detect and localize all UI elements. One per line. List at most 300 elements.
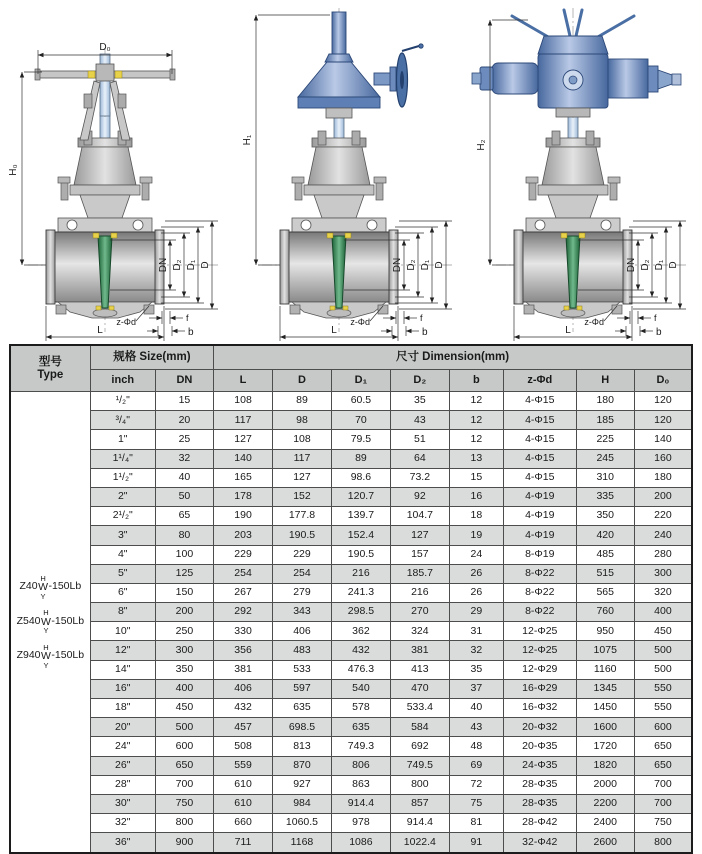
cell-d0: 160 — [634, 449, 692, 468]
cell-d1: 578 — [331, 699, 390, 718]
cell-d0: 300 — [634, 564, 692, 583]
cell-d1: 978 — [331, 814, 390, 833]
cell-l: 330 — [214, 622, 273, 641]
cell-d: 870 — [273, 756, 332, 775]
cell-d1: 241.3 — [331, 583, 390, 602]
cell-d: 597 — [273, 679, 332, 698]
cell-d: 698.5 — [273, 718, 332, 737]
cell-b: 91 — [449, 833, 503, 853]
table-row — [10, 775, 692, 794]
cell-d0: 800 — [634, 833, 692, 853]
cell-d1: 540 — [331, 679, 390, 698]
cell-h: 515 — [576, 564, 634, 583]
table-row — [10, 737, 692, 756]
valve-model: Z940 H W Y -150Lb — [16, 642, 85, 670]
cell-d1: 98.6 — [331, 468, 390, 487]
cell-dn: 100 — [155, 545, 213, 564]
cell-d2: 157 — [390, 545, 449, 564]
cell-h: 760 — [576, 603, 634, 622]
cell-d2: 692 — [390, 737, 449, 756]
cell-d: 1168 — [273, 833, 332, 853]
cell-d2: 324 — [390, 622, 449, 641]
cell-b: 15 — [449, 468, 503, 487]
cell-d0: 550 — [634, 679, 692, 698]
cell-z-phi-d: 4-Φ19 — [503, 487, 576, 506]
table-row — [10, 641, 692, 660]
table-row — [10, 794, 692, 813]
cell-inch: 2" — [90, 487, 155, 506]
cell-d1: 863 — [331, 775, 390, 794]
cell-dn: 600 — [155, 737, 213, 756]
cell-l: 267 — [214, 583, 273, 602]
cell-dn: 25 — [155, 430, 213, 449]
cell-inch: 3" — [90, 526, 155, 545]
dimension-table-wrap — [9, 344, 693, 854]
cell-d: 483 — [273, 641, 332, 660]
cell-dn: 400 — [155, 679, 213, 698]
cell-h: 245 — [576, 449, 634, 468]
cell-d1: 152.4 — [331, 526, 390, 545]
header-size-group: 规格 Size(mm) — [90, 345, 213, 370]
cell-l: 178 — [214, 487, 273, 506]
cell-h: 335 — [576, 487, 634, 506]
cell-d2: 127 — [390, 526, 449, 545]
cell-d1: 806 — [331, 756, 390, 775]
header-type-en: Type — [37, 368, 64, 381]
cell-h: 180 — [576, 392, 634, 411]
cell-dn: 125 — [155, 564, 213, 583]
table-row — [10, 487, 692, 506]
cell-d1: 60.5 — [331, 392, 390, 411]
cell-z-phi-d: 16-Φ32 — [503, 699, 576, 718]
cell-b: 31 — [449, 622, 503, 641]
cell-dn: 800 — [155, 814, 213, 833]
dim-label-d0: D₀ — [99, 42, 111, 53]
cell-z-phi-d: 8-Φ22 — [503, 564, 576, 583]
drawing-electric-gate-valve — [468, 0, 702, 344]
cell-b: 26 — [449, 583, 503, 602]
table-row — [10, 545, 692, 564]
header-col-inch: inch — [90, 370, 155, 392]
cell-d0: 750 — [634, 814, 692, 833]
cell-d: 406 — [273, 622, 332, 641]
cell-b: 26 — [449, 564, 503, 583]
cell-d: 279 — [273, 583, 332, 602]
cell-d1: 1086 — [331, 833, 390, 853]
cell-l: 432 — [214, 699, 273, 718]
cell-inch: ¹/₂" — [90, 392, 155, 411]
drawing-handwheel-gate-valve — [0, 0, 234, 344]
cell-inch: 2¹/₂" — [90, 507, 155, 526]
cell-b: 75 — [449, 794, 503, 813]
cell-l: 508 — [214, 737, 273, 756]
table-row — [10, 603, 692, 622]
cell-d: 533 — [273, 660, 332, 679]
cell-b: 16 — [449, 487, 503, 506]
cell-z-phi-d: 28-Φ35 — [503, 794, 576, 813]
cell-inch: 24" — [90, 737, 155, 756]
table-row — [10, 430, 692, 449]
cell-b: 24 — [449, 545, 503, 564]
cell-h: 950 — [576, 622, 634, 641]
cell-z-phi-d: 12-Φ25 — [503, 641, 576, 660]
cell-d: 190.5 — [273, 526, 332, 545]
cell-d: 89 — [273, 392, 332, 411]
cell-inch: 8" — [90, 603, 155, 622]
dimension-table — [9, 344, 693, 854]
cell-d0: 240 — [634, 526, 692, 545]
cell-d0: 550 — [634, 699, 692, 718]
cell-dn: 450 — [155, 699, 213, 718]
cell-inch: 36" — [90, 833, 155, 853]
table-row — [10, 526, 692, 545]
table-row — [10, 507, 692, 526]
header-col-dn: DN — [155, 370, 213, 392]
cell-b: 37 — [449, 679, 503, 698]
header-col-b: b — [449, 370, 503, 392]
cell-l: 229 — [214, 545, 273, 564]
cell-d: 127 — [273, 468, 332, 487]
actuator-motor — [492, 63, 538, 94]
cell-d2: 381 — [390, 641, 449, 660]
cell-dn: 650 — [155, 756, 213, 775]
cell-dn: 700 — [155, 775, 213, 794]
cell-d2: 216 — [390, 583, 449, 602]
cell-h: 2600 — [576, 833, 634, 853]
cell-d2: 584 — [390, 718, 449, 737]
cell-l: 127 — [214, 430, 273, 449]
cell-inch: 1¹/₂" — [90, 468, 155, 487]
cell-d0: 700 — [634, 794, 692, 813]
cell-z-phi-d: 4-Φ15 — [503, 392, 576, 411]
cell-l: 117 — [214, 411, 273, 430]
cell-h: 1160 — [576, 660, 634, 679]
cell-d0: 400 — [634, 603, 692, 622]
cell-h: 1450 — [576, 699, 634, 718]
table-row — [10, 699, 692, 718]
cell-d1: 635 — [331, 718, 390, 737]
cell-dn: 250 — [155, 622, 213, 641]
cell-l: 292 — [214, 603, 273, 622]
cell-b: 18 — [449, 507, 503, 526]
cell-l: 381 — [214, 660, 273, 679]
cell-d: 1060.5 — [273, 814, 332, 833]
cell-d2: 92 — [390, 487, 449, 506]
cell-l: 711 — [214, 833, 273, 853]
cell-dn: 15 — [155, 392, 213, 411]
cell-inch: 16" — [90, 679, 155, 698]
cell-h: 565 — [576, 583, 634, 602]
cell-z-phi-d: 4-Φ15 — [503, 449, 576, 468]
header-col-l: L — [214, 370, 273, 392]
handwheel-gate-valve-illustration — [0, 0, 234, 344]
cell-b: 35 — [449, 660, 503, 679]
cell-d: 343 — [273, 603, 332, 622]
cell-d2: 104.7 — [390, 507, 449, 526]
cell-z-phi-d: 20-Φ32 — [503, 718, 576, 737]
cell-dn: 65 — [155, 507, 213, 526]
header-col-h: H — [576, 370, 634, 392]
cell-dn: 50 — [155, 487, 213, 506]
cell-b: 13 — [449, 449, 503, 468]
cell-d1: 914.4 — [331, 794, 390, 813]
cell-d1: 70 — [331, 411, 390, 430]
cell-b: 19 — [449, 526, 503, 545]
cell-d0: 500 — [634, 660, 692, 679]
cell-dn: 32 — [155, 449, 213, 468]
cell-dn: 300 — [155, 641, 213, 660]
cell-l: 165 — [214, 468, 273, 487]
table-row — [10, 814, 692, 833]
cell-z-phi-d: 8-Φ22 — [503, 583, 576, 602]
cell-d0: 650 — [634, 756, 692, 775]
cell-d1: 190.5 — [331, 545, 390, 564]
cell-b: 72 — [449, 775, 503, 794]
cell-d1: 432 — [331, 641, 390, 660]
table-row — [10, 718, 692, 737]
dim-label-h0: H₀ — [8, 164, 19, 176]
cell-d: 98 — [273, 411, 332, 430]
cell-d1: 120.7 — [331, 487, 390, 506]
cell-d: 108 — [273, 430, 332, 449]
electric-gate-valve-illustration — [468, 0, 702, 344]
cell-z-phi-d: 12-Φ29 — [503, 660, 576, 679]
cell-inch: 20" — [90, 718, 155, 737]
cell-l: 610 — [214, 794, 273, 813]
cell-z-phi-d: 4-Φ19 — [503, 526, 576, 545]
cell-d0: 140 — [634, 430, 692, 449]
cell-z-phi-d: 32-Φ42 — [503, 833, 576, 853]
cell-d: 229 — [273, 545, 332, 564]
table-row — [10, 622, 692, 641]
cell-d0: 500 — [634, 641, 692, 660]
cell-d: 117 — [273, 449, 332, 468]
cell-d0: 600 — [634, 718, 692, 737]
cell-d2: 533.4 — [390, 699, 449, 718]
cell-d: 813 — [273, 737, 332, 756]
cell-d2: 914.4 — [390, 814, 449, 833]
cell-h: 2000 — [576, 775, 634, 794]
header-dimension-group: 尺寸 Dimension(mm) — [214, 345, 692, 370]
cell-dn: 350 — [155, 660, 213, 679]
cell-l: 406 — [214, 679, 273, 698]
table-row — [10, 564, 692, 583]
cell-inch: 1" — [90, 430, 155, 449]
gear-housing — [298, 62, 380, 97]
table-row — [10, 679, 692, 698]
crank-knob — [419, 44, 423, 48]
cell-inch: 18" — [90, 699, 155, 718]
cell-b: 12 — [449, 430, 503, 449]
cell-l: 559 — [214, 756, 273, 775]
cell-d1: 139.7 — [331, 507, 390, 526]
cell-dn: 500 — [155, 718, 213, 737]
cell-d0: 650 — [634, 737, 692, 756]
cell-h: 1345 — [576, 679, 634, 698]
cell-d2: 35 — [390, 392, 449, 411]
cell-d: 927 — [273, 775, 332, 794]
header-col-d1: D₁ — [331, 370, 390, 392]
cell-b: 81 — [449, 814, 503, 833]
cell-b: 12 — [449, 392, 503, 411]
cell-z-phi-d: 4-Φ19 — [503, 507, 576, 526]
cell-d: 635 — [273, 699, 332, 718]
cell-h: 1075 — [576, 641, 634, 660]
cell-z-phi-d: 4-Φ15 — [503, 411, 576, 430]
cell-d2: 185.7 — [390, 564, 449, 583]
cell-d0: 200 — [634, 487, 692, 506]
cell-dn: 200 — [155, 603, 213, 622]
header-col-z-phi-d: z-Φd — [503, 370, 576, 392]
table-row — [10, 660, 692, 679]
cell-dn: 900 — [155, 833, 213, 853]
table-row — [10, 468, 692, 487]
valve-model: Z540 H W Y -150Lb — [16, 608, 85, 635]
table-row — [10, 392, 692, 411]
header-col-d: D — [273, 370, 332, 392]
dim-label-h2: H₂ — [476, 139, 487, 151]
cell-h: 350 — [576, 507, 634, 526]
cell-d0: 180 — [634, 468, 692, 487]
cell-h: 310 — [576, 468, 634, 487]
cell-l: 610 — [214, 775, 273, 794]
cell-d0: 120 — [634, 392, 692, 411]
cell-inch: 5" — [90, 564, 155, 583]
cell-d2: 270 — [390, 603, 449, 622]
table-row — [10, 411, 692, 430]
cell-d1: 89 — [331, 449, 390, 468]
cell-z-phi-d: 4-Φ15 — [503, 430, 576, 449]
gear-gate-valve-illustration — [234, 0, 468, 344]
cell-dn: 750 — [155, 794, 213, 813]
valve-model: Z40 H W Y -150Lb — [19, 573, 82, 601]
cell-dn: 20 — [155, 411, 213, 430]
cell-h: 485 — [576, 545, 634, 564]
cell-d2: 857 — [390, 794, 449, 813]
cell-d: 152 — [273, 487, 332, 506]
cell-b: 43 — [449, 718, 503, 737]
cell-d2: 470 — [390, 679, 449, 698]
cell-d1: 79.5 — [331, 430, 390, 449]
cell-l: 660 — [214, 814, 273, 833]
handwheel-hub — [96, 64, 114, 81]
cell-b: 48 — [449, 737, 503, 756]
cell-d2: 43 — [390, 411, 449, 430]
cell-inch: 26" — [90, 756, 155, 775]
cell-d2: 73.2 — [390, 468, 449, 487]
valve-drawings-row — [0, 0, 702, 344]
cell-z-phi-d: 8-Φ19 — [503, 545, 576, 564]
cell-z-phi-d: 24-Φ35 — [503, 756, 576, 775]
cell-h: 225 — [576, 430, 634, 449]
cell-l: 254 — [214, 564, 273, 583]
header-type-cn: 型号 — [38, 355, 62, 368]
cell-d0: 280 — [634, 545, 692, 564]
cell-d1: 216 — [331, 564, 390, 583]
cell-b: 29 — [449, 603, 503, 622]
cell-dn: 150 — [155, 583, 213, 602]
cell-z-phi-d: 20-Φ35 — [503, 737, 576, 756]
cell-inch: 32" — [90, 814, 155, 833]
header-col-d0: D₀ — [634, 370, 692, 392]
cell-l: 356 — [214, 641, 273, 660]
table-row — [10, 583, 692, 602]
cell-d0: 700 — [634, 775, 692, 794]
header-col-d2: D₂ — [390, 370, 449, 392]
cell-dn: 80 — [155, 526, 213, 545]
cell-d1: 362 — [331, 622, 390, 641]
cell-inch: 4" — [90, 545, 155, 564]
drawing-gear-gate-valve — [234, 0, 468, 344]
cell-d2: 749.5 — [390, 756, 449, 775]
cell-dn: 40 — [155, 468, 213, 487]
cell-inch: 1¹/₄" — [90, 449, 155, 468]
cell-d1: 298.5 — [331, 603, 390, 622]
cell-d2: 800 — [390, 775, 449, 794]
cell-inch: 12" — [90, 641, 155, 660]
cell-d0: 320 — [634, 583, 692, 602]
cell-d1: 476.3 — [331, 660, 390, 679]
cell-z-phi-d: 28-Φ35 — [503, 775, 576, 794]
cell-b: 40 — [449, 699, 503, 718]
cell-h: 2400 — [576, 814, 634, 833]
cell-d: 177.8 — [273, 507, 332, 526]
cell-z-phi-d: 12-Φ25 — [503, 622, 576, 641]
cell-h: 1720 — [576, 737, 634, 756]
cell-h: 2200 — [576, 794, 634, 813]
cell-d2: 64 — [390, 449, 449, 468]
cell-d2: 413 — [390, 660, 449, 679]
cell-d: 254 — [273, 564, 332, 583]
cell-b: 12 — [449, 411, 503, 430]
cell-l: 203 — [214, 526, 273, 545]
cell-z-phi-d: 4-Φ15 — [503, 468, 576, 487]
cell-inch: 28" — [90, 775, 155, 794]
cell-l: 108 — [214, 392, 273, 411]
cell-b: 69 — [449, 756, 503, 775]
cell-d1: 749.3 — [331, 737, 390, 756]
cell-inch: 14" — [90, 660, 155, 679]
cell-h: 1600 — [576, 718, 634, 737]
cell-z-phi-d: 16-Φ29 — [503, 679, 576, 698]
table-row — [10, 449, 692, 468]
cell-z-phi-d: 8-Φ22 — [503, 603, 576, 622]
cell-h: 420 — [576, 526, 634, 545]
cell-d2: 1022.4 — [390, 833, 449, 853]
cell-d0: 450 — [634, 622, 692, 641]
header-type — [10, 345, 90, 392]
cell-inch: 6" — [90, 583, 155, 602]
cell-inch: 10" — [90, 622, 155, 641]
type-models-cell — [10, 392, 90, 853]
cell-h: 1820 — [576, 756, 634, 775]
cell-z-phi-d: 28-Φ42 — [503, 814, 576, 833]
table-row — [10, 833, 692, 853]
cell-l: 190 — [214, 507, 273, 526]
cell-l: 140 — [214, 449, 273, 468]
cell-d: 984 — [273, 794, 332, 813]
cell-h: 185 — [576, 411, 634, 430]
cell-inch: ³/₄" — [90, 411, 155, 430]
cell-d0: 220 — [634, 507, 692, 526]
cell-d2: 51 — [390, 430, 449, 449]
dim-label-h1: H₁ — [242, 134, 253, 146]
cell-inch: 30" — [90, 794, 155, 813]
table-row — [10, 756, 692, 775]
cell-d0: 120 — [634, 411, 692, 430]
cell-b: 32 — [449, 641, 503, 660]
cell-l: 457 — [214, 718, 273, 737]
